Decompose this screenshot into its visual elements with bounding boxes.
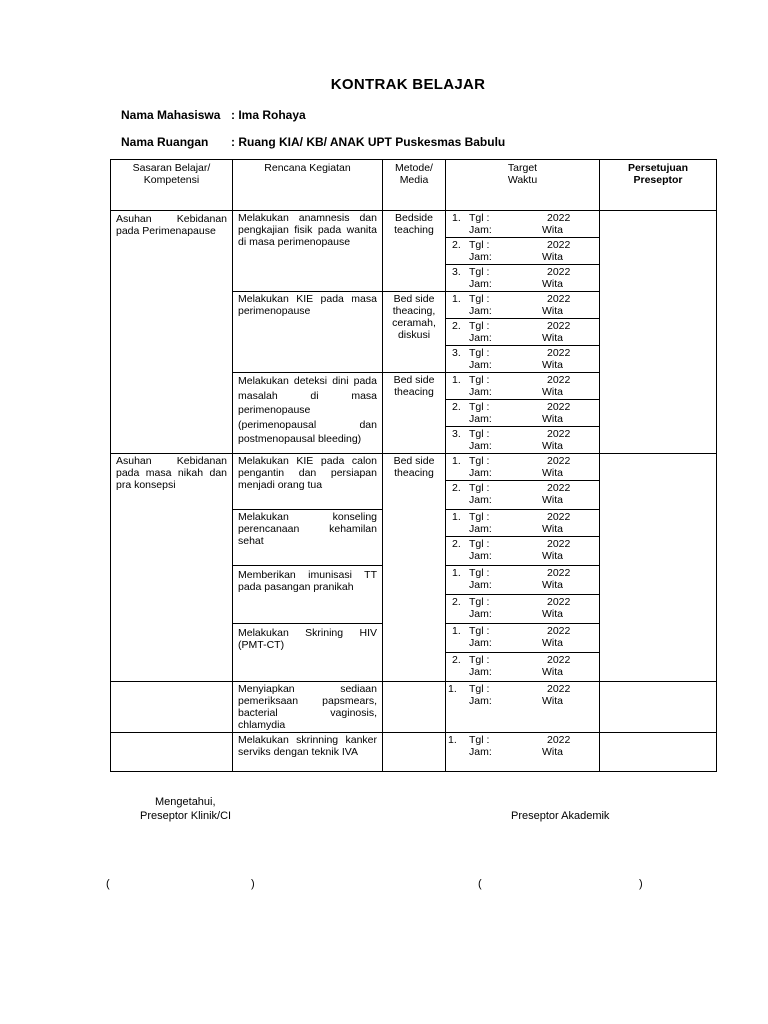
document-title: KONTRAK BELAJAR: [330, 76, 486, 93]
kegiatan-cell: Melakukan konseling perencanaan kehamilan sehat: [233, 510, 383, 566]
target-slot: 2. Tgl : 2022 Jam: Wita: [446, 319, 600, 346]
kegiatan-cell: Melakukan KIE pada masa perimenopause: [233, 292, 383, 373]
target-slot: 2. Tgl : 2022 Jam: Wita: [446, 595, 600, 624]
sasaran-cell: Asuhan Kebidanan pada masa nikah dan pra konsepsi: [111, 454, 233, 682]
kegiatan-cell: Melakukan skrinning kanker serviks dengan teknik IVA: [233, 733, 383, 772]
target-slot: 1. Tgl : 2022 Jam: Wita: [446, 733, 600, 772]
header-sasaran: Sasaran Belajar/ Kompetensi: [111, 160, 233, 211]
target-slot: 2. Tgl : 2022 Jam: Wita: [446, 481, 600, 510]
header-metode: Metode/ Media: [383, 160, 446, 211]
target-slot: 1. Tgl : 2022 Jam: Wita: [446, 373, 600, 400]
metode-cell: Bed side theacing: [383, 373, 446, 454]
table-row: [111, 211, 717, 238]
room-name-value: : Ruang KIA/ KB/ ANAK UPT Puskesmas Babulu: [231, 135, 506, 149]
student-name-value: : Ima Rohaya: [231, 108, 306, 122]
signature-close-paren-left: ): [251, 878, 255, 890]
signature-open-paren-left: (: [106, 878, 110, 890]
metode-cell: [383, 733, 446, 772]
target-slot: 1. Tgl : 2022 Jam: Wita: [446, 682, 600, 733]
table-row: [111, 454, 717, 481]
mengetahui-label: Mengetahui,: [155, 796, 216, 808]
learning-contract-table: [110, 159, 717, 772]
metode-cell: Bedside teaching: [383, 211, 446, 292]
approval-cell[interactable]: [600, 454, 717, 682]
target-slot: 1. Tgl : 2022 Jam: Wita: [446, 566, 600, 595]
target-slot: 1. Tgl : 2022 Jam: Wita: [446, 510, 600, 537]
student-name-label: Nama Mahasiswa: [121, 108, 221, 122]
signature-close-paren-right: ): [639, 878, 643, 890]
header-rencana: Rencana Kegiatan: [233, 160, 383, 211]
preseptor-akademik-label: Preseptor Akademik: [511, 810, 610, 822]
kegiatan-cell: Memberikan imunisasi TT pada pasangan pranikah: [233, 566, 383, 624]
target-slot: 3. Tgl : 2022 Jam: Wita: [446, 427, 600, 454]
target-slot: 1. Tgl : 2022 Jam: Wita: [446, 211, 600, 238]
header-persetujuan: Persetujuan Preseptor: [600, 160, 717, 211]
header-target: Target Waktu: [446, 160, 600, 211]
signature-open-paren-right: (: [478, 878, 482, 890]
sasaran-cell: [111, 682, 233, 733]
metode-cell: Bed side theacing, ceramah, diskusi: [383, 292, 446, 373]
kegiatan-cell: Melakukan Skrining HIV (PMT-CT): [233, 624, 383, 682]
kegiatan-cell: Melakukan KIE pada calon pengantin dan persiapan menjadi orang tua: [233, 454, 383, 510]
target-slot: 1. Tgl : 2022 Jam: Wita: [446, 454, 600, 481]
target-slot: 2. Tgl : 2022 Jam: Wita: [446, 238, 600, 265]
metode-cell: Bed side theacing: [383, 454, 446, 682]
metode-cell: [383, 682, 446, 733]
sasaran-cell: [111, 733, 233, 772]
table-row: [111, 733, 717, 772]
sasaran-cell: Asuhan Kebidanan pada Perimenapause: [111, 211, 233, 454]
target-slot: 1. Tgl : 2022 Jam: Wita: [446, 292, 600, 319]
table-header-row: [111, 160, 717, 211]
kegiatan-cell: Menyiapkan sediaan pemeriksaan papsmears, bacterial vaginosis, chlamydia: [233, 682, 383, 733]
room-name-label: Nama Ruangan: [121, 135, 209, 149]
target-slot: 1. Tgl : 2022 Jam: Wita: [446, 624, 600, 653]
approval-cell[interactable]: [600, 682, 717, 733]
target-slot: 3. Tgl : 2022 Jam: Wita: [446, 265, 600, 292]
target-slot: 3. Tgl : 2022 Jam: Wita: [446, 346, 600, 373]
target-slot: 2. Tgl : 2022 Jam: Wita: [446, 400, 600, 427]
kegiatan-cell: Melakukan anamnesis dan pengkajian fisik pada wanita di masa perimenopause: [233, 211, 383, 292]
approval-cell[interactable]: [600, 733, 717, 772]
table-row: [111, 682, 717, 733]
target-slot: 2. Tgl : 2022 Jam: Wita: [446, 537, 600, 566]
room-name-row: [121, 135, 505, 149]
student-name-row: [121, 108, 306, 122]
kegiatan-cell: Melakukan deteksi dini pada masalah di masa perimenopause (perimenopausal dan postmenopausal bleeding): [233, 373, 383, 454]
approval-cell[interactable]: [600, 211, 717, 454]
preseptor-klinik-label: Preseptor Klinik/CI: [140, 810, 232, 822]
target-slot: 2. Tgl : 2022 Jam: Wita: [446, 653, 600, 682]
